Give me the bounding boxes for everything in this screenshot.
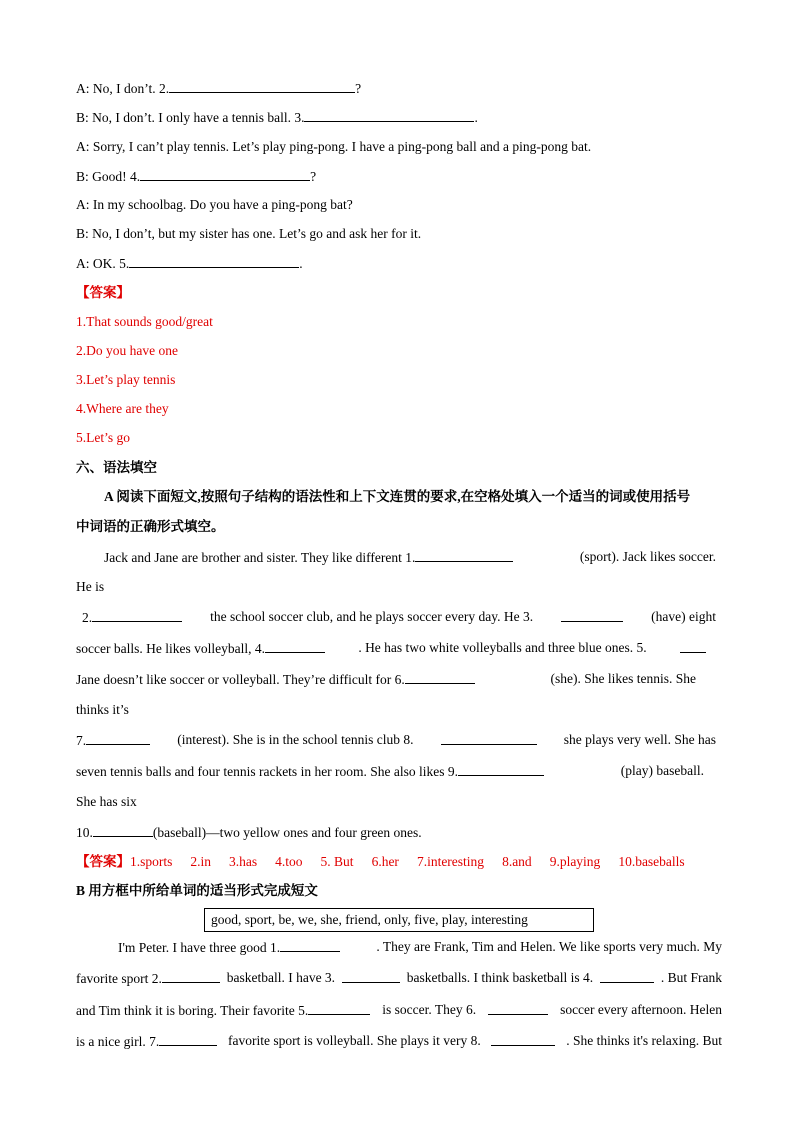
answer-item: 1.That sounds good/great xyxy=(76,314,213,329)
word-box: good, sport, be, we, she, friend, only, five, play, interesting xyxy=(204,908,594,932)
passage-a-line-10: 10. (baseball)—two yellow ones and four green ones. xyxy=(76,825,422,840)
dialogue-line-3: A: Sorry, I can’t play tennis. Let’s play ping-pong. I have a ping-pong ball and a ping-pong bat. xyxy=(76,139,592,154)
blank-5 xyxy=(129,254,299,268)
answer-item: 5.Let’s go xyxy=(76,430,130,445)
dialogue-line-6: B: No, I don’t, but my sister has one. Let’s go and ask her for it. xyxy=(76,226,422,241)
blank-2 xyxy=(169,79,355,93)
passage-b-line-2: favorite sport 2. basketball. I have 3. basketballs. I think basketball is 4. . But Frank xyxy=(76,970,722,986)
blank-3 xyxy=(304,108,474,122)
dialogue-line-2: B: No, I don’t. I only have a tennis ball. 3. . xyxy=(76,110,478,125)
part-a-instruction: A 阅读下面短文,按照句子结构的语法性和上下文连贯的要求,在空格处填入一个适当的词或使用括号 xyxy=(104,489,691,504)
passage-b-line-1: I'm Peter. I have three good 1. . They are Frank, Tim and Helen. We like sports very much. My xyxy=(118,939,722,955)
passage-a-line-8: seven tennis balls and four tennis rackets in her room. She also likes 9. (play) baseball. xyxy=(76,763,704,779)
answer-item: 4.Where are they xyxy=(76,401,169,416)
answer-item: 3.Let’s play tennis xyxy=(76,372,176,387)
answer-label: 【答案】 xyxy=(76,285,130,300)
dialogue-line-1: A: No, I don’t. 2. ? xyxy=(76,81,362,96)
passage-a-line-4: soccer balls. He likes volleyball, 4. . He has two white volleyballs and three blue ones. 5. xyxy=(76,639,706,658)
passage-b-line-4: is a nice girl. 7. favorite sport is volleyball. She plays it very 8. . She thinks it's relaxing. But xyxy=(76,1033,722,1049)
passage-a-line-5: Jane doesn’t like soccer or volleyball. They’re difficult for 6. (she). She likes tennis. She xyxy=(76,671,696,687)
passage-b-line-3: and Tim think it is boring. Their favorite 5. is soccer. They 6. soccer every afternoon. Helen xyxy=(76,1002,722,1018)
dialogue-line-7: A: OK. 5. . xyxy=(76,256,303,271)
passage-a-line-7: 7. (interest). She is in the school tennis club 8. she plays very well. She has xyxy=(76,732,716,748)
answer-item: 2.Do you have one xyxy=(76,343,178,358)
part-b-title: B 用方框中所给单词的适当形式完成短文 xyxy=(76,883,318,898)
passage-a-line-1: Jack and Jane are brother and sister. They like different 1. (sport). Jack likes soccer. xyxy=(104,549,716,565)
passage-a-line-6: thinks it’s xyxy=(76,702,129,717)
passage-a-line-3: 2. the school soccer club, and he plays soccer every day. He 3. (have) eight xyxy=(82,609,716,625)
section-title: 六、语法填空 xyxy=(76,460,157,475)
passage-a-line-9: She has six xyxy=(76,794,137,809)
blank-4 xyxy=(140,167,310,181)
dialogue-line-4: B: Good! 4. ? xyxy=(76,169,317,184)
part-a-instruction-cont: 中词语的正确形式填空。 xyxy=(76,519,225,534)
dialogue-line-5: A: In my schoolbag. Do you have a ping-pong bat? xyxy=(76,197,353,212)
answers-a: 【答案】1.sports 2.in 3.has 4.too 5. But 6.her 7.interesting 8.and 9.playing 10.baseballs xyxy=(76,854,685,869)
passage-a-line-2: He is xyxy=(76,579,105,594)
